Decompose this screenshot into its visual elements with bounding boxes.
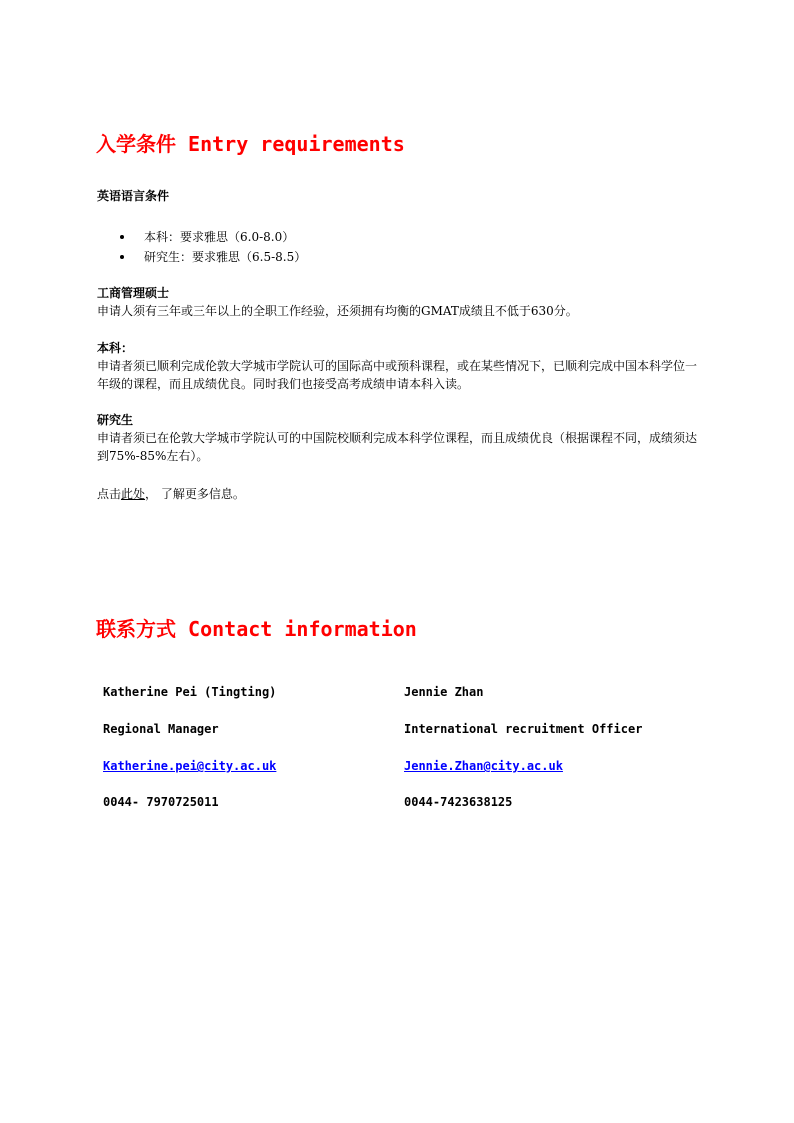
contact-name: Jennie Zhan <box>404 685 484 699</box>
contact-email-line <box>103 757 276 775</box>
contact-phone: 0044-7423638125 <box>404 795 513 809</box>
undergraduate-text: 申请者须已顺利完成伦敦大学城市学院认可的国际高中或预科课程，或在某些情况下，已顺利完成中国本科学位一年级的课程，而且成绩优良。同时我们也接受高考成绩申请本科入读。 <box>97 359 698 391</box>
postgraduate-label: 研究生 <box>97 413 134 427</box>
more-info-prefix: 点击 <box>97 487 122 501</box>
more-info-suffix: ， 了解更多信息。 <box>145 487 245 501</box>
contact-email-link[interactable]: Katherine.pei@city.ac.uk <box>103 759 277 773</box>
contact-email-line <box>404 757 563 775</box>
english-requirements-label: 英语语言条件 <box>97 189 170 203</box>
contact-name: Katherine Pei (Tingting) <box>103 685 277 699</box>
entry-requirements-heading: 入学条件 Entry requirements <box>96 132 405 156</box>
list-item: 研究生：要求雅思（6.5-8.5） <box>118 247 306 267</box>
more-info-line <box>97 485 697 503</box>
contact-role: International recruitment Officer <box>404 722 643 736</box>
contact-role: Regional Manager <box>103 722 219 736</box>
undergraduate-label: 本科： <box>97 341 134 355</box>
postgraduate-text: 申请者须已在伦敦大学城市学院认可的中国院校顺利完成本科学位课程，而且成绩优良（根据课程不同，成绩须达到75%-85%左右）。 <box>97 431 698 463</box>
mba-label: 工商管理硕士 <box>97 286 170 300</box>
contact-email-link[interactable]: Jennie.Zhan@city.ac.uk <box>404 759 563 773</box>
contact-information-heading: 联系方式 Contact information <box>96 617 417 641</box>
list-item: 本科：要求雅思（6.0-8.0） <box>118 227 306 247</box>
contact-phone: 0044- 7970725011 <box>103 795 219 809</box>
english-requirements-list <box>118 227 306 267</box>
more-info-link[interactable]: 此处 <box>121 487 146 501</box>
mba-text: 申请人须有三年或三年以上的全职工作经验，还须拥有均衡的GMAT成绩且不低于630分。 <box>97 304 578 318</box>
